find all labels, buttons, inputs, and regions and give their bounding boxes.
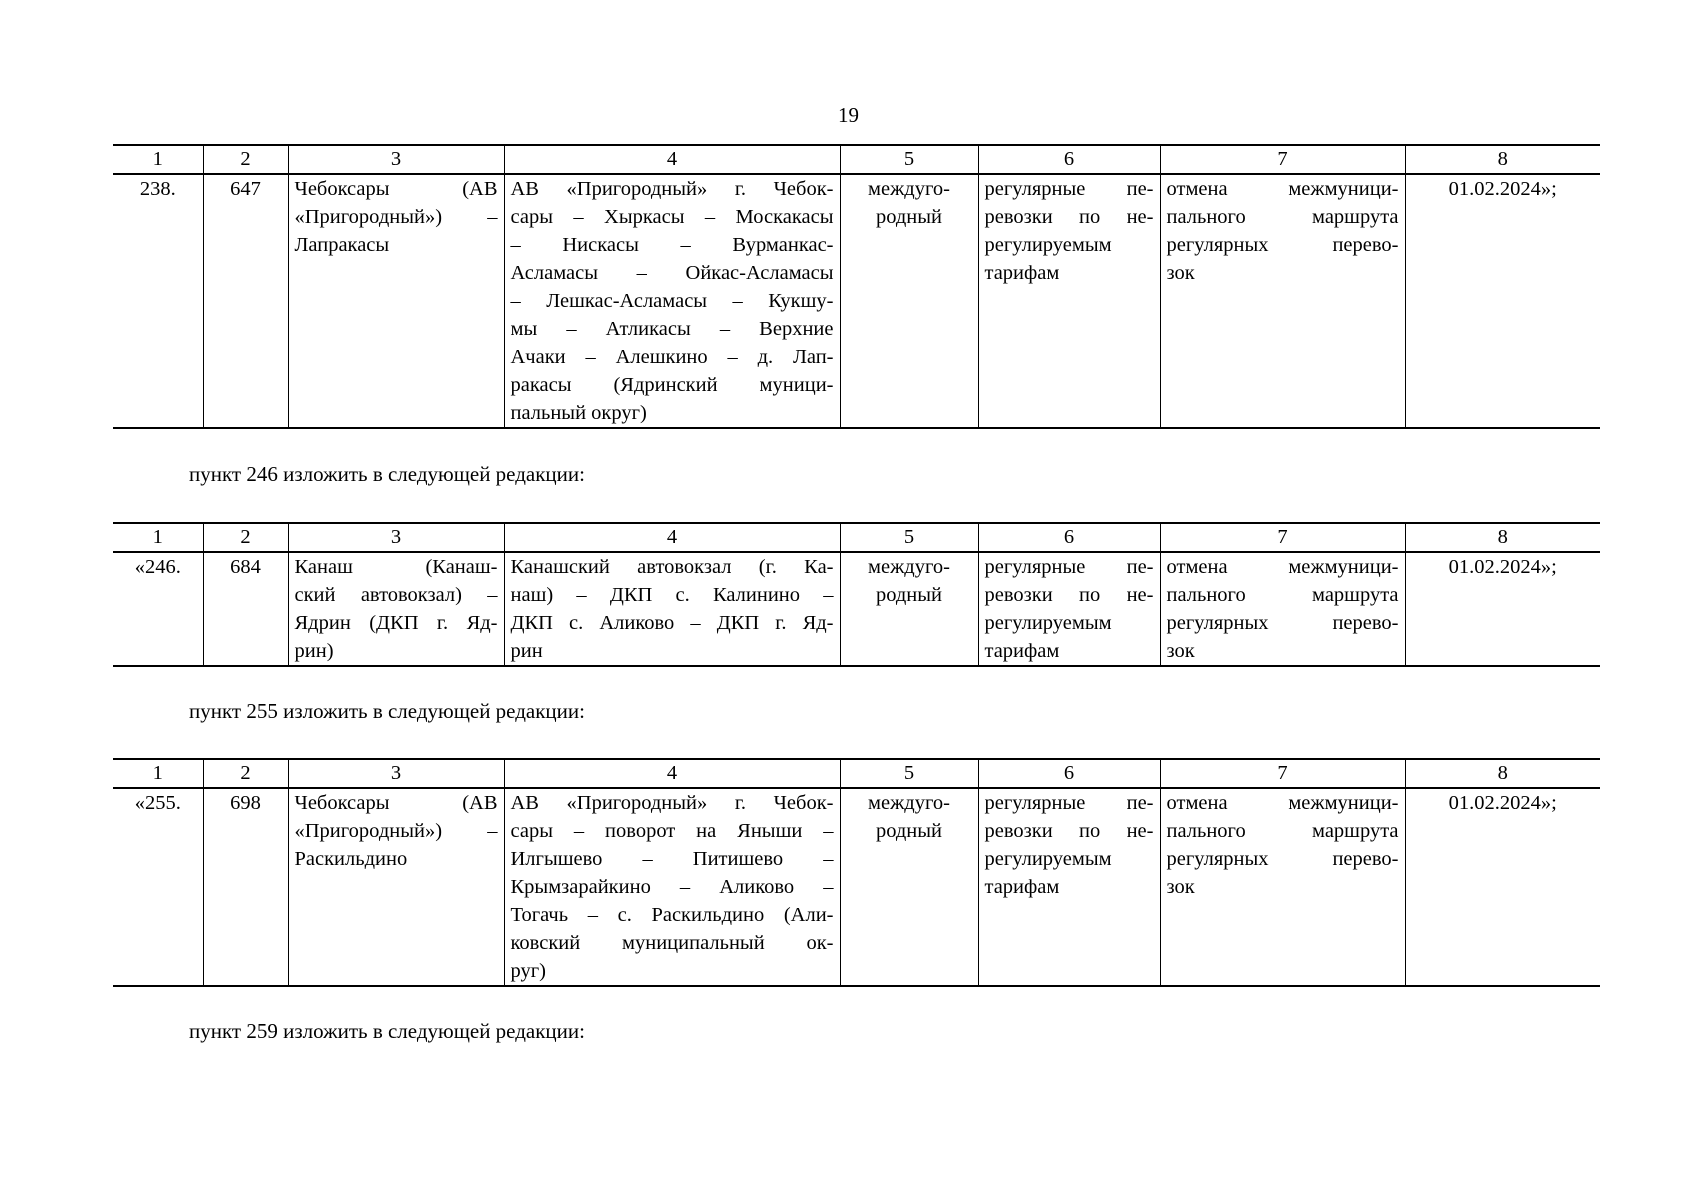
cell-line: ракасы (Ядринский муници- <box>510 374 834 396</box>
cell-line: тарифам <box>984 640 1060 662</box>
cell-line: Канаш (Канаш- <box>294 556 498 578</box>
route-action <box>1160 788 1405 986</box>
effective-date: 01.02.2024»; <box>1405 174 1600 428</box>
cell-line: Чебоксары (АВ <box>294 178 498 200</box>
cell-line: ревозки по не- <box>984 584 1154 606</box>
table-header-row <box>113 523 1600 552</box>
col-header-6: 6 <box>978 145 1160 174</box>
table-row <box>113 174 1600 428</box>
cell-line: Ачаки – Алешкино – д. Лап- <box>510 346 834 368</box>
cell-line: мы – Атликасы – Верхние <box>510 318 834 340</box>
cell-line: Лапракасы <box>294 234 390 256</box>
route-name <box>288 174 504 428</box>
cell-line: ревозки по не- <box>984 206 1154 228</box>
cell-line: сары – поворот на Яныши – <box>510 820 834 842</box>
cell-line: регулярные пе- <box>984 178 1154 200</box>
item-number: 238. <box>113 174 203 428</box>
col-header-4: 4 <box>504 759 840 788</box>
route-stops <box>504 788 840 986</box>
cell-line: Илгышево – Питишево – <box>510 848 834 870</box>
route-type: междуго- родный <box>840 788 978 986</box>
transport-kind <box>978 552 1160 666</box>
cell-line: наш) – ДКП с. Калинино – <box>510 584 834 606</box>
cell-line: зок <box>1166 640 1195 662</box>
cell-line: ДКП с. Аликово – ДКП г. Яд- <box>510 612 834 634</box>
cell-line: рин) <box>294 640 334 662</box>
route-name <box>288 788 504 986</box>
col-header-3: 3 <box>288 145 504 174</box>
col-header-5: 5 <box>840 145 978 174</box>
col-header-5: 5 <box>840 759 978 788</box>
route-code: 684 <box>203 552 288 666</box>
page-number: 19 <box>838 103 859 127</box>
item-number: «255. <box>113 788 203 986</box>
col-header-4: 4 <box>504 523 840 552</box>
cell-line: ковский муниципальный ок- <box>510 932 834 954</box>
col-header-8: 8 <box>1405 145 1600 174</box>
col-header-1: 1 <box>113 759 203 788</box>
cell-line: Крымзарайкино – Аликово – <box>510 876 834 898</box>
cell-line: зок <box>1166 262 1195 284</box>
cell-line: АВ «Пригородный» г. Чебок- <box>510 792 834 814</box>
col-header-2: 2 <box>203 145 288 174</box>
effective-date: 01.02.2024»; <box>1405 552 1600 666</box>
col-header-8: 8 <box>1405 759 1600 788</box>
cell-line: регулярные пе- <box>984 556 1154 578</box>
cell-line: сары – Хыркасы – Москакасы <box>510 206 834 228</box>
route-type: междуго- родный <box>840 552 978 666</box>
cell-line: рин <box>510 640 543 662</box>
cell-line: пального маршрута <box>1166 206 1399 228</box>
cell-line: отмена межмуници- <box>1166 792 1399 814</box>
cell-line: «Пригородный») – <box>294 206 498 228</box>
table-row <box>113 788 1600 986</box>
cell-line: отмена межмуници- <box>1166 556 1399 578</box>
cell-line: тарифам <box>984 262 1060 284</box>
cell-line: ский автовокзал) – <box>294 584 498 606</box>
route-table-238 <box>113 144 1600 429</box>
item-number: «246. <box>113 552 203 666</box>
table-header-row <box>113 145 1600 174</box>
cell-line: Асламасы – Ойкас-Асламасы <box>510 262 834 284</box>
instruction-text: пункт 259 изложить в следующей редакции: <box>189 1019 585 1043</box>
instruction-text: пункт 255 изложить в следующей редакции: <box>189 699 585 723</box>
cell-line: Чебоксары (АВ <box>294 792 498 814</box>
route-table-246 <box>113 522 1600 667</box>
instruction-text: пункт 246 изложить в следующей редакции: <box>189 462 585 486</box>
cell-line: регулярные пе- <box>984 792 1154 814</box>
cell-line: Раскильдино <box>294 848 408 870</box>
cell-line: отмена межмуници- <box>1166 178 1399 200</box>
col-header-1: 1 <box>113 523 203 552</box>
cell-line: Ядрин (ДКП г. Яд- <box>294 612 498 634</box>
col-header-4: 4 <box>504 145 840 174</box>
effective-date: 01.02.2024»; <box>1405 788 1600 986</box>
col-header-8: 8 <box>1405 523 1600 552</box>
cell-line: Тогачь – с. Раскильдино (Али- <box>510 904 834 926</box>
cell-line: регулярных перево- <box>1166 234 1399 256</box>
col-header-2: 2 <box>203 759 288 788</box>
col-header-7: 7 <box>1160 523 1405 552</box>
col-header-3: 3 <box>288 759 504 788</box>
cell-line: регулируемым <box>984 234 1112 256</box>
col-header-1: 1 <box>113 145 203 174</box>
col-header-3: 3 <box>288 523 504 552</box>
route-table-255 <box>113 758 1600 987</box>
transport-kind <box>978 174 1160 428</box>
route-code: 647 <box>203 174 288 428</box>
cell-line: зок <box>1166 876 1195 898</box>
cell-line: тарифам <box>984 876 1060 898</box>
cell-line: пального маршрута <box>1166 584 1399 606</box>
table-row <box>113 552 1600 666</box>
route-action <box>1160 552 1405 666</box>
col-header-7: 7 <box>1160 145 1405 174</box>
cell-line: ревозки по не- <box>984 820 1154 842</box>
table-header-row <box>113 759 1600 788</box>
col-header-6: 6 <box>978 523 1160 552</box>
cell-line: пального маршрута <box>1166 820 1399 842</box>
cell-line: – Лешкас-Асламасы – Кукшу- <box>510 290 834 312</box>
cell-line: регулируемым <box>984 612 1112 634</box>
col-header-2: 2 <box>203 523 288 552</box>
transport-kind <box>978 788 1160 986</box>
cell-line: АВ «Пригородный» г. Чебок- <box>510 178 834 200</box>
route-stops <box>504 552 840 666</box>
cell-line: пальный округ) <box>510 402 647 424</box>
cell-line: «Пригородный») – <box>294 820 498 842</box>
col-header-7: 7 <box>1160 759 1405 788</box>
route-code: 698 <box>203 788 288 986</box>
cell-line: руг) <box>510 960 546 982</box>
route-name <box>288 552 504 666</box>
cell-line: регулярных перево- <box>1166 848 1399 870</box>
cell-line: регулярных перево- <box>1166 612 1399 634</box>
col-header-5: 5 <box>840 523 978 552</box>
route-stops <box>504 174 840 428</box>
cell-line: Канашский автовокзал (г. Ка- <box>510 556 834 578</box>
cell-line: – Нискасы – Вурманкас- <box>510 234 834 256</box>
route-action <box>1160 174 1405 428</box>
route-type: междуго- родный <box>840 174 978 428</box>
cell-line: регулируемым <box>984 848 1112 870</box>
col-header-6: 6 <box>978 759 1160 788</box>
